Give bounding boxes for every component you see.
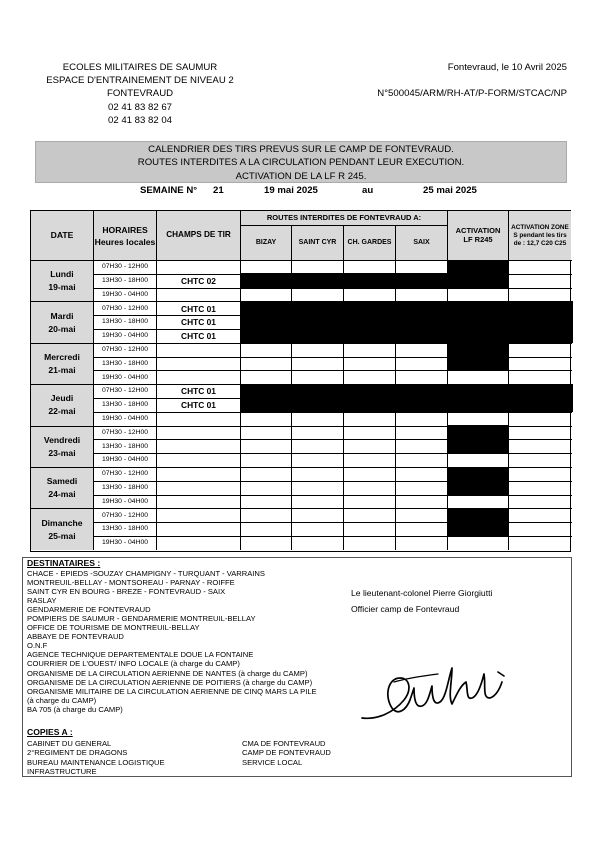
- destinataire-line: GENDARMERIE DE FONTEVRAUD: [27, 605, 151, 615]
- issuer-line: FONTEVRAUD: [106, 88, 174, 100]
- schedule-cell: [343, 522, 395, 536]
- copies-line: CAMP DE FONTEVRAUD: [242, 748, 331, 758]
- week-to: au: [362, 185, 374, 196]
- blocked-cell: [447, 480, 509, 495]
- schedule-cell: [508, 274, 572, 288]
- copies-right-list: [242, 739, 331, 767]
- schedule-cell: [395, 343, 447, 357]
- header-saix: SAIX: [395, 225, 447, 260]
- copies-line: SERVICE LOCAL: [242, 757, 303, 767]
- header-ch-gardes: CH. GARDES: [343, 225, 395, 260]
- document-reference: N°500045/ARM/RH-AT/P-FORM/STCAC/NP: [377, 88, 567, 100]
- header-heures-locales: Heures locales: [94, 236, 156, 247]
- schedule-cell: [240, 508, 291, 522]
- schedule-cell: [508, 522, 572, 536]
- blocked-cell: [447, 342, 509, 357]
- champs-de-tir-cell: [156, 288, 240, 302]
- day-cell: [31, 426, 93, 467]
- header-horaires-label: HORAIRES: [102, 224, 148, 235]
- copies-line: CMA DE FONTEVRAUD: [242, 739, 326, 748]
- blocked-cell: [240, 315, 573, 330]
- slot-time: 07H30 - 12H00: [93, 467, 156, 481]
- blocked-cell: [240, 329, 573, 344]
- blocked-cell: [447, 356, 509, 371]
- schedule-cell: [508, 439, 572, 453]
- day-name: Dimanche: [41, 517, 83, 528]
- header-champs-de-tir: CHAMPS DE TIR: [156, 211, 240, 260]
- champs-de-tir-cell: [156, 467, 240, 481]
- blocked-cell: [240, 273, 509, 288]
- destinataire-line: CHACE - EPIEDS -SOUZAY CHAMPIGNY - TURQUANT - VARRAINS: [27, 569, 265, 578]
- blocked-cell: [240, 301, 573, 316]
- schedule-cell: [343, 508, 395, 522]
- champs-de-tir-cell: [156, 370, 240, 384]
- slot-time: 19H30 - 04H00: [93, 453, 156, 467]
- destinataire-line: POMPIERS DE SAUMUR - GENDARMERIE MONTREUIL-BELLAY: [27, 614, 256, 624]
- schedule-cell: [291, 357, 343, 371]
- copies-line: CABINET DU GENERAL: [27, 739, 112, 748]
- schedule-cell: [291, 343, 343, 357]
- issuer-block: [40, 61, 240, 127]
- schedule-cell: [395, 357, 447, 371]
- week-start-date: 19 mai 2025: [264, 185, 318, 196]
- champs-de-tir-cell: [156, 260, 240, 274]
- slot-time: 07H30 - 12H00: [93, 426, 156, 440]
- champs-de-tir-cell: [156, 357, 240, 371]
- schedule-cell: [343, 481, 395, 495]
- schedule-cell: [291, 260, 343, 274]
- slot-time: 07H30 - 12H00: [93, 384, 156, 398]
- schedule-cell: [447, 412, 508, 426]
- destinataires-list: [27, 558, 357, 714]
- title-line: CALENDRIER DES TIRS PREVUS SUR LE CAMP DE FONTEVRAUD.: [148, 144, 454, 155]
- header-routes-interdites: ROUTES INTERDITES DE FONTEVRAUD A:: [240, 211, 447, 225]
- copies-title: COPIES A :: [27, 727, 73, 737]
- schedule-cell: [508, 357, 572, 371]
- day-name: Mercredi: [44, 351, 80, 362]
- schedule-cell: [395, 453, 447, 467]
- schedule-cell: [508, 453, 572, 467]
- destinataire-line: OFFICE DE TOURISME DE MONTREUIL-BELLAY: [27, 623, 200, 633]
- schedule-cell: [395, 288, 447, 302]
- schedule-cell: [291, 467, 343, 481]
- schedule-cell: [240, 343, 291, 357]
- header-date: DATE: [31, 211, 93, 260]
- week-label: SEMAINE N°: [140, 185, 198, 196]
- schedule-cell: [291, 453, 343, 467]
- signatory-name: Le lieutenant-colonel Pierre Giorgiutti: [351, 588, 493, 598]
- slot-time: 07H30 - 12H00: [93, 260, 156, 274]
- destinataire-line: BA 705 (à charge du CAMP): [27, 704, 123, 714]
- destinataire-line: COURRIER DE L'OUEST/ INFO LOCALE (à charge du CAMP): [27, 659, 240, 669]
- day-date: 22-mai: [48, 406, 76, 417]
- blocked-cell: [447, 439, 509, 454]
- title-line: ACTIVATION DE LA LF R 245.: [235, 170, 367, 182]
- title-line: ROUTES INTERDITES A LA CIRCULATION PENDANT LEUR EXECUTION.: [137, 157, 465, 169]
- schedule-cell: [508, 343, 572, 357]
- slot-time: 07H30 - 12H00: [93, 508, 156, 522]
- copies-line: INFRASTRUCTURE: [27, 766, 97, 776]
- slot-time: 07H30 - 12H00: [93, 301, 156, 315]
- slot-time: 19H30 - 04H00: [93, 329, 156, 343]
- schedule-cell: [343, 357, 395, 371]
- day-name: Samedi: [46, 476, 78, 487]
- champs-de-tir-cell: [156, 343, 240, 357]
- destinataire-line: ORGANISME DE LA CIRCULATION AERIENNE DE NANTES (à charge du CAMP): [27, 668, 308, 678]
- champs-de-tir-cell: [156, 508, 240, 522]
- issuer-phone: 02 41 83 82 04: [107, 114, 173, 126]
- schedule-cell: [291, 508, 343, 522]
- champs-de-tir-cell: [156, 439, 240, 453]
- schedule-cell: [395, 522, 447, 536]
- schedule-cell: [343, 439, 395, 453]
- day-name: Lundi: [50, 269, 74, 280]
- document-date: Fontevraud, le 10 Avril 2025: [447, 62, 567, 73]
- slot-time: 19H30 - 04H00: [93, 412, 156, 426]
- blocked-cell: [447, 508, 509, 523]
- issuer-line: ESPACE D'ENTRAINEMENT DE NIVEAU 2: [46, 75, 234, 87]
- schedule-cell: [343, 536, 395, 550]
- champs-de-tir-cell: [156, 522, 240, 536]
- slot-time: 13H30 - 18H00: [93, 398, 156, 412]
- schedule-cell: [343, 260, 395, 274]
- schedule-cell: [291, 536, 343, 550]
- schedule-cell: [395, 370, 447, 384]
- schedule-cell: [240, 439, 291, 453]
- schedule-cell: [240, 370, 291, 384]
- day-cell: [31, 301, 93, 342]
- champs-de-tir-cell: CHTC 01: [156, 398, 240, 412]
- schedule-cell: [395, 481, 447, 495]
- slot-time: 13H30 - 18H00: [93, 481, 156, 495]
- slot-time: 19H30 - 04H00: [93, 495, 156, 509]
- destinataire-line: ORGANISME DE LA CIRCULATION AERIENNE DE POITIERS (à charge du CAMP): [27, 677, 313, 687]
- slot-time: 13H30 - 18H00: [93, 522, 156, 536]
- champs-de-tir-cell: [156, 536, 240, 550]
- schedule-cell: [291, 481, 343, 495]
- schedule-cell: [291, 439, 343, 453]
- schedule-cell: [240, 288, 291, 302]
- schedule-cell: [343, 495, 395, 509]
- slot-time: 19H30 - 04H00: [93, 370, 156, 384]
- destinataire-line: ABBAYE DE FONTEVRAUD: [27, 632, 124, 642]
- champs-de-tir-cell: [156, 495, 240, 509]
- schedule-cell: [291, 370, 343, 384]
- day-cell: [31, 260, 93, 301]
- champs-de-tir-cell: CHTC 01: [156, 329, 240, 343]
- blocked-cell: [240, 384, 573, 399]
- day-date: 19-mai: [48, 282, 76, 293]
- issuer-line: ECOLES MILITAIRES DE SAUMUR: [62, 62, 218, 73]
- slot-time: 19H30 - 04H00: [93, 536, 156, 550]
- champs-de-tir-cell: CHTC 01: [156, 315, 240, 329]
- schedule-cell: [291, 495, 343, 509]
- week-number: 21: [213, 185, 224, 196]
- schedule-cell: [508, 412, 572, 426]
- schedule-cell: [291, 412, 343, 426]
- slot-time: 07H30 - 12H00: [93, 343, 156, 357]
- day-cell: [31, 508, 93, 549]
- schedule-cell: [508, 370, 572, 384]
- destinataire-line: O.N.F: [27, 641, 48, 651]
- destinataire-line: AGENCE TECHNIQUE DEPARTEMENTALE DOUE LA FONTAINE: [27, 650, 254, 660]
- destinataires-title: DESTINATAIRES :: [27, 558, 101, 568]
- day-cell: [31, 343, 93, 384]
- header-activation-zone: ACTIVATION ZONE S pendant les tirs de : 12,7 C20 C25: [508, 211, 571, 260]
- schedule-cell: [508, 536, 572, 550]
- schedule-cell: [343, 453, 395, 467]
- date-reference-block: [350, 61, 567, 100]
- champs-de-tir-cell: CHTC 02: [156, 274, 240, 288]
- schedule-cell: [395, 508, 447, 522]
- champs-de-tir-cell: CHTC 01: [156, 384, 240, 398]
- handwritten-signature: [348, 652, 518, 732]
- schedule-cell: [395, 467, 447, 481]
- day-date: 21-mai: [48, 364, 76, 375]
- header-saint-cyr: SAINT CYR: [291, 225, 343, 260]
- schedule-cell: [343, 426, 395, 440]
- schedule-cell: [508, 481, 572, 495]
- champs-de-tir-cell: CHTC 01: [156, 301, 240, 315]
- schedule-cell: [447, 453, 508, 467]
- champs-de-tir-cell: [156, 481, 240, 495]
- schedule-cell: [291, 426, 343, 440]
- slot-time: 13H30 - 18H00: [93, 315, 156, 329]
- schedule-cell: [240, 495, 291, 509]
- schedule-cell: [395, 439, 447, 453]
- day-cell: [31, 467, 93, 508]
- schedule-cell: [447, 495, 508, 509]
- schedule-cell: [240, 522, 291, 536]
- schedule-cell: [508, 495, 572, 509]
- slot-time: 13H30 - 18H00: [93, 274, 156, 288]
- champs-de-tir-cell: [156, 453, 240, 467]
- day-date: 23-mai: [48, 447, 76, 458]
- schedule-cell: [343, 467, 395, 481]
- schedule-cell: [447, 370, 508, 384]
- schedule-cell: [240, 412, 291, 426]
- schedule-cell: [395, 426, 447, 440]
- schedule-cell: [240, 453, 291, 467]
- header-horaires: [93, 211, 156, 260]
- schedule-cell: [395, 536, 447, 550]
- destinataire-line: RASLAY: [27, 596, 57, 606]
- schedule-cell: [240, 426, 291, 440]
- day-date: 24-mai: [48, 489, 76, 500]
- schedule-cell: [343, 370, 395, 384]
- blocked-cell: [447, 425, 509, 440]
- schedule-cell: [343, 343, 395, 357]
- copies-line: BUREAU MAINTENANCE LOGISTIQUE: [27, 757, 165, 767]
- title-band: [35, 141, 567, 183]
- day-cell: [31, 384, 93, 425]
- header-activation-lf: ACTIVATION LF R245: [447, 211, 508, 260]
- schedule-cell: [508, 467, 572, 481]
- schedule-cell: [508, 426, 572, 440]
- day-name: Vendredi: [43, 434, 81, 445]
- schedule-cell: [343, 412, 395, 426]
- header-bizay: BIZAY: [240, 225, 291, 260]
- schedule-cell: [240, 481, 291, 495]
- destinataire-line: MONTREUIL-BELLAY - MONTSOREAU - PARNAY - ROIFFE: [27, 578, 235, 588]
- schedule-cell: [395, 260, 447, 274]
- schedule-cell: [508, 288, 572, 302]
- destinataire-line: SAINT CYR EN BOURG - BREZE - FONTEVRAUD - SAIX: [27, 587, 226, 597]
- week-end-date: 25 mai 2025: [423, 185, 477, 196]
- day-date: 20-mai: [48, 323, 76, 334]
- copies-left-list: [27, 739, 165, 776]
- schedule-cell: [240, 357, 291, 371]
- schedule-cell: [240, 260, 291, 274]
- schedule-cell: [291, 288, 343, 302]
- signatory-role: Officier camp de Fontevraud: [351, 604, 460, 614]
- schedule-cell: [343, 288, 395, 302]
- signatory-block: [351, 585, 492, 617]
- schedule-cell: [395, 412, 447, 426]
- blocked-cell: [447, 522, 509, 537]
- blocked-cell: [447, 467, 509, 482]
- day-name: Jeudi: [50, 393, 74, 404]
- schedule-table: [30, 210, 571, 552]
- schedule-cell: [240, 467, 291, 481]
- schedule-cell: [240, 536, 291, 550]
- blocked-cell: [447, 260, 509, 275]
- champs-de-tir-cell: [156, 412, 240, 426]
- schedule-cell: [508, 260, 572, 274]
- blocked-cell: [240, 398, 573, 413]
- schedule-cell: [508, 508, 572, 522]
- schedule-cell: [395, 495, 447, 509]
- day-name: Mardi: [50, 310, 74, 321]
- slot-time: 13H30 - 18H00: [93, 439, 156, 453]
- slot-time: 19H30 - 04H00: [93, 288, 156, 302]
- destinataire-line: (à charge du CAMP): [27, 695, 97, 705]
- champs-de-tir-cell: [156, 426, 240, 440]
- issuer-phone: 02 41 83 82 67: [107, 101, 173, 113]
- schedule-cell: [291, 522, 343, 536]
- copies-line: 2°REGIMENT DE DRAGONS: [27, 748, 128, 758]
- schedule-cell: [447, 288, 508, 302]
- schedule-cell: [447, 536, 508, 550]
- destinataire-line: ORGANISME MILITAIRE DE LA CIRCULATION AERIENNE DE CINQ MARS LA PILE: [27, 686, 317, 696]
- slot-time: 13H30 - 18H00: [93, 357, 156, 371]
- day-date: 25-mai: [48, 530, 76, 541]
